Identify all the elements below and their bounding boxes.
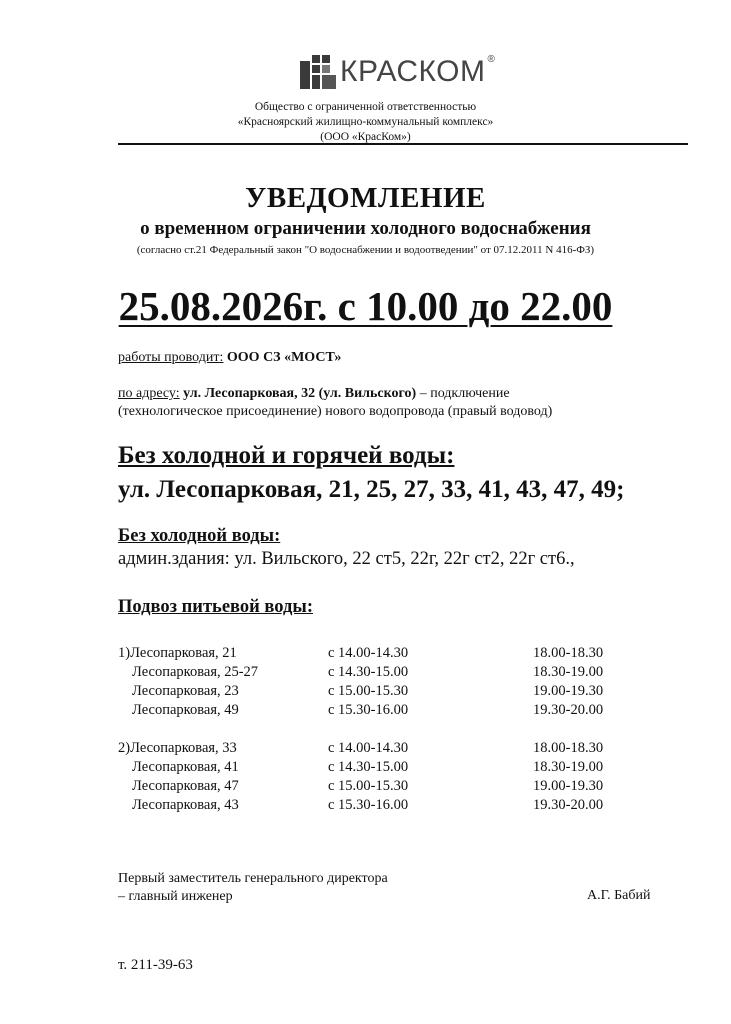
schedule-time-1: с 15.30-16.00 (328, 702, 409, 718)
schedule-address: Лесопарковая, 25-27 (132, 664, 259, 680)
logo-text: КРАСКОМ (340, 55, 486, 88)
address-label: по адресу: (118, 386, 180, 401)
schedule-time-2: 18.30-19.00 (533, 759, 604, 775)
company-logo (300, 52, 495, 92)
schedule-time-1: с 14.30-15.00 (328, 759, 409, 775)
schedule-time-1: с 14.00-14.30 (328, 645, 409, 661)
position-line-2: – главный инженер (118, 889, 233, 904)
registered-mark: ® (487, 54, 495, 65)
schedule-time-2: 19.00-19.30 (533, 683, 604, 699)
no-cold-hot-addresses: ул. Лесопарковая, 21, 25, 27, 33, 41, 43, 47, 49; (118, 476, 625, 503)
no-cold-hot-heading: Без холодной и горячей воды: (118, 442, 455, 469)
position-line-1: Первый заместитель генерального директора (118, 871, 388, 886)
schedule-address: Лесопарковая, 41 (132, 759, 239, 775)
outage-date (0, 282, 731, 330)
address-value: ул. Лесопарковая, 32 (ул. Вильского) (183, 386, 417, 401)
logo-mark-icon (300, 55, 338, 89)
address-line-1 (118, 385, 510, 403)
schedule-time-1: с 14.00-14.30 (328, 740, 409, 756)
schedule-time-2: 18.00-18.30 (533, 740, 604, 756)
schedule-time-2: 19.00-19.30 (533, 778, 604, 794)
schedule-address: 1)Лесопарковая, 21 (118, 645, 237, 661)
address-line-2: (технологическое присоединение) нового водопровода (правый водовод) (118, 404, 553, 419)
schedule-address: Лесопарковая, 49 (132, 702, 239, 718)
delivery-heading: Подвоз питьевой воды: (118, 597, 313, 617)
org-line-2: «Красноярский жилищно-коммунальный комплекс» (237, 116, 494, 128)
schedule-address: Лесопарковая, 43 (132, 797, 239, 813)
schedule-time-2: 19.30-20.00 (533, 797, 604, 813)
header-divider (118, 143, 688, 145)
schedule-address: Лесопарковая, 23 (132, 683, 239, 699)
org-line-3: (ООО «КрасКом») (320, 131, 411, 143)
schedule-time-2: 19.30-20.00 (533, 702, 604, 718)
address-rest: – подключение (416, 386, 510, 401)
schedule-address: Лесопарковая, 47 (132, 778, 239, 794)
outage-date-text: 25.08.2026г. с 10.00 до 22.00 (118, 283, 613, 329)
schedule-time-1: с 15.30-16.00 (328, 797, 409, 813)
signatory-position (118, 870, 388, 906)
signatory-name: А.Г. Бабий (587, 888, 651, 903)
contact-phone: т. 211-39-63 (118, 957, 193, 973)
schedule-time-1: с 15.00-15.30 (328, 778, 409, 794)
no-cold-addresses: админ.здания: ул. Вильского, 22 ст5, 22г, 22г ст2, 22г ст6., (118, 549, 575, 569)
notice-title: УВЕДОМЛЕНИЕ (245, 182, 486, 214)
legal-basis: (согласно ст.21 Федеральный закон "О водоснабжении и водоотведении" от 07.12.2011 N 416-ФЗ) (136, 244, 595, 256)
schedule-address: 2)Лесопарковая, 33 (118, 740, 237, 756)
schedule-time-2: 18.30-19.00 (533, 664, 604, 680)
works-line (118, 349, 341, 367)
notice-subtitle: о временном ограничении холодного водоснабжения (140, 218, 591, 239)
schedule-time-1: с 15.00-15.30 (328, 683, 409, 699)
works-label: работы проводит: (118, 350, 224, 365)
schedule-time-2: 18.00-18.30 (533, 645, 604, 661)
works-contractor: ООО СЗ «МОСТ» (226, 350, 342, 365)
org-line-1: Общество с ограниченной ответственностью (254, 101, 477, 113)
no-cold-heading: Без холодной воды: (118, 526, 281, 546)
schedule-time-1: с 14.30-15.00 (328, 664, 409, 680)
